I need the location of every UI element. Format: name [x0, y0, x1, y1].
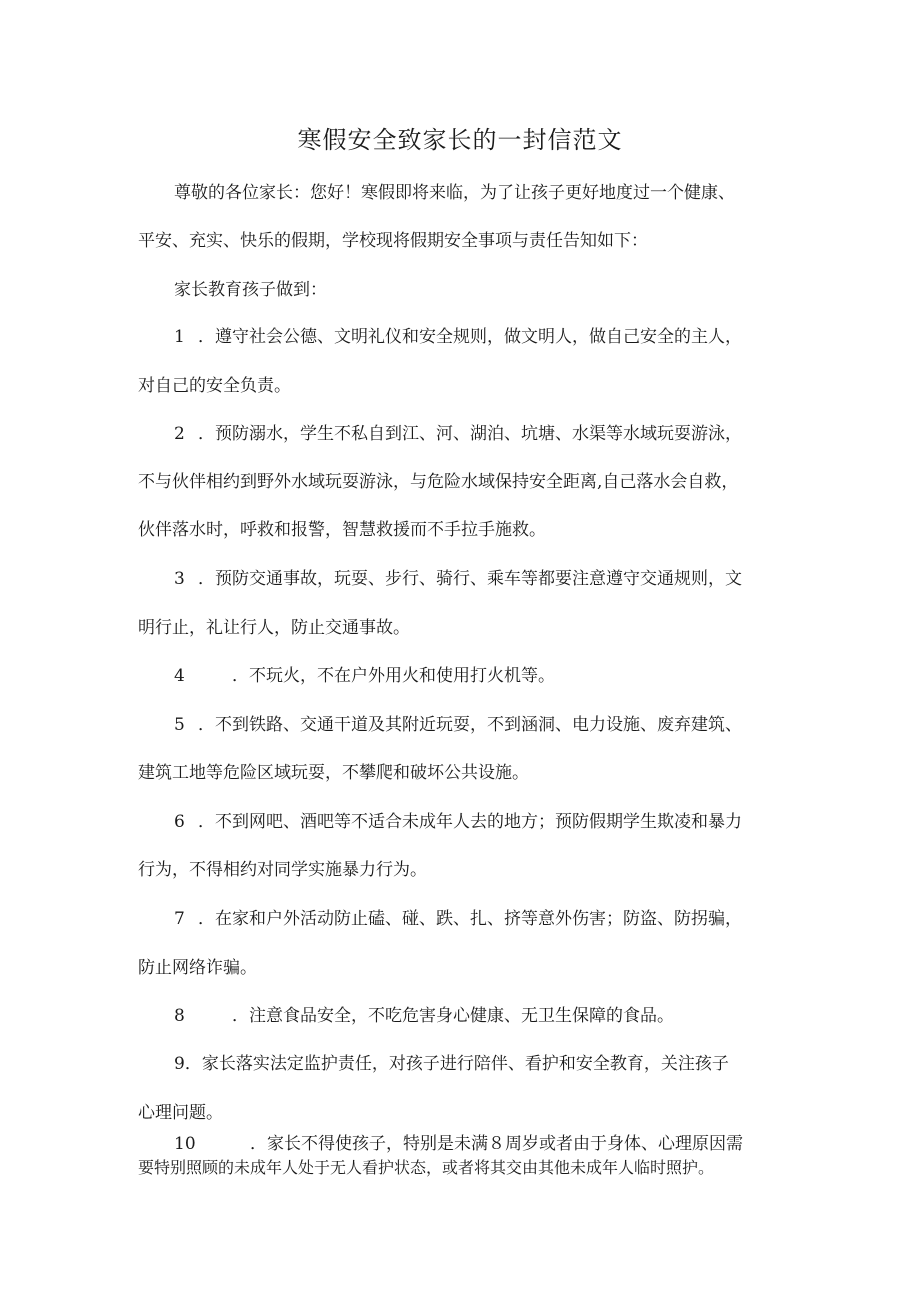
item-number: 8 [174, 1006, 185, 1026]
item-number: 9 [174, 1054, 185, 1074]
item-number: 6 [174, 812, 185, 832]
list-item-4 [174, 661, 555, 686]
item-number: 3 [174, 569, 185, 589]
item-7-line-2: 防止网络诈骗。 [138, 958, 257, 978]
item-text: ．遵守社会公德、文明礼仪和安全规则，做文明人，做自己安全的主人， [198, 327, 742, 347]
item-text: ．家长不得使孩子，特别是未满８周岁或者由于身体、心理原因需 [250, 1134, 743, 1154]
list-item-2 [174, 419, 742, 444]
item-3-line-2: 明行止，礼让行人，防止交通事故。 [138, 618, 410, 638]
item-number: 4 [174, 666, 185, 686]
item-2-line-3: 伙伴落水时，呼救和报警，智慧救援而不手拉手施救。 [138, 520, 546, 540]
item-text: ．家长落实法定监护责任，对孩子进行陪伴、看护和安全教育，关注孩子 [184, 1054, 729, 1074]
item-5-line-2: 建筑工地等危险区域玩耍，不攀爬和破坏公共设施。 [138, 763, 529, 783]
list-item-8 [174, 1001, 674, 1026]
list-item-1 [174, 322, 742, 347]
subheading: 家长教育孩子做到： [174, 280, 327, 300]
item-6-line-2: 行为，不得相约对同学实施暴力行为。 [138, 860, 427, 880]
item-9-line-2: 心理问题。 [138, 1103, 223, 1123]
item-number: 7 [174, 909, 185, 929]
item-text: ．不到铁路、交通干道及其附近玩耍，不到涵洞、电力设施、废弃建筑、 [198, 715, 742, 735]
list-item-7 [174, 904, 742, 929]
item-text: ．在家和户外活动防止磕、碰、跌、扎、挤等意外伤害；防盗、防拐骗， [198, 909, 742, 929]
list-item-5 [174, 710, 742, 735]
item-1-line-2: 对自己的安全负责。 [138, 376, 291, 396]
item-10-line-2: 要特别照顾的未成年人处于无人看护状态，或者将其交由其他未成年人临时照护。 [138, 1158, 715, 1177]
document-title: 寒假安全致家长的一封信范文 [297, 126, 623, 154]
item-text: ．注意食品安全，不吃危害身心健康、无卫生保障的食品。 [232, 1006, 674, 1026]
item-number: 10 [174, 1134, 196, 1154]
item-number: 2 [174, 424, 185, 444]
list-item-9 [174, 1049, 729, 1074]
item-text: ．预防交通事故，玩耍、步行、骑行、乘车等都要注意遵守交通规则，文 [198, 569, 742, 589]
item-2-line-2: 不与伙伴相约到野外水域玩耍游泳，与危险水域保持安全距离,自己落水会自救， [138, 472, 739, 492]
item-text: ．不玩火，不在户外用火和使用打火机等。 [232, 666, 555, 686]
list-item-10 [174, 1129, 743, 1154]
intro-line-1: 尊敬的各位家长：您好！寒假即将来临，为了让孩子更好地度过一个健康、 [174, 183, 735, 203]
item-number: 1 [174, 327, 185, 347]
item-text: ．不到网吧、酒吧等不适合未成年人去的地方；预防假期学生欺凌和暴力 [198, 812, 742, 832]
item-number: 5 [174, 715, 185, 735]
intro-line-2: 平安、充实、快乐的假期，学校现将假期安全事项与责任告知如下： [138, 231, 648, 251]
list-item-6 [174, 807, 742, 832]
item-text: ．预防溺水，学生不私自到江、河、湖泊、坑塘、水渠等水域玩耍游泳， [198, 424, 742, 444]
list-item-3 [174, 564, 742, 589]
